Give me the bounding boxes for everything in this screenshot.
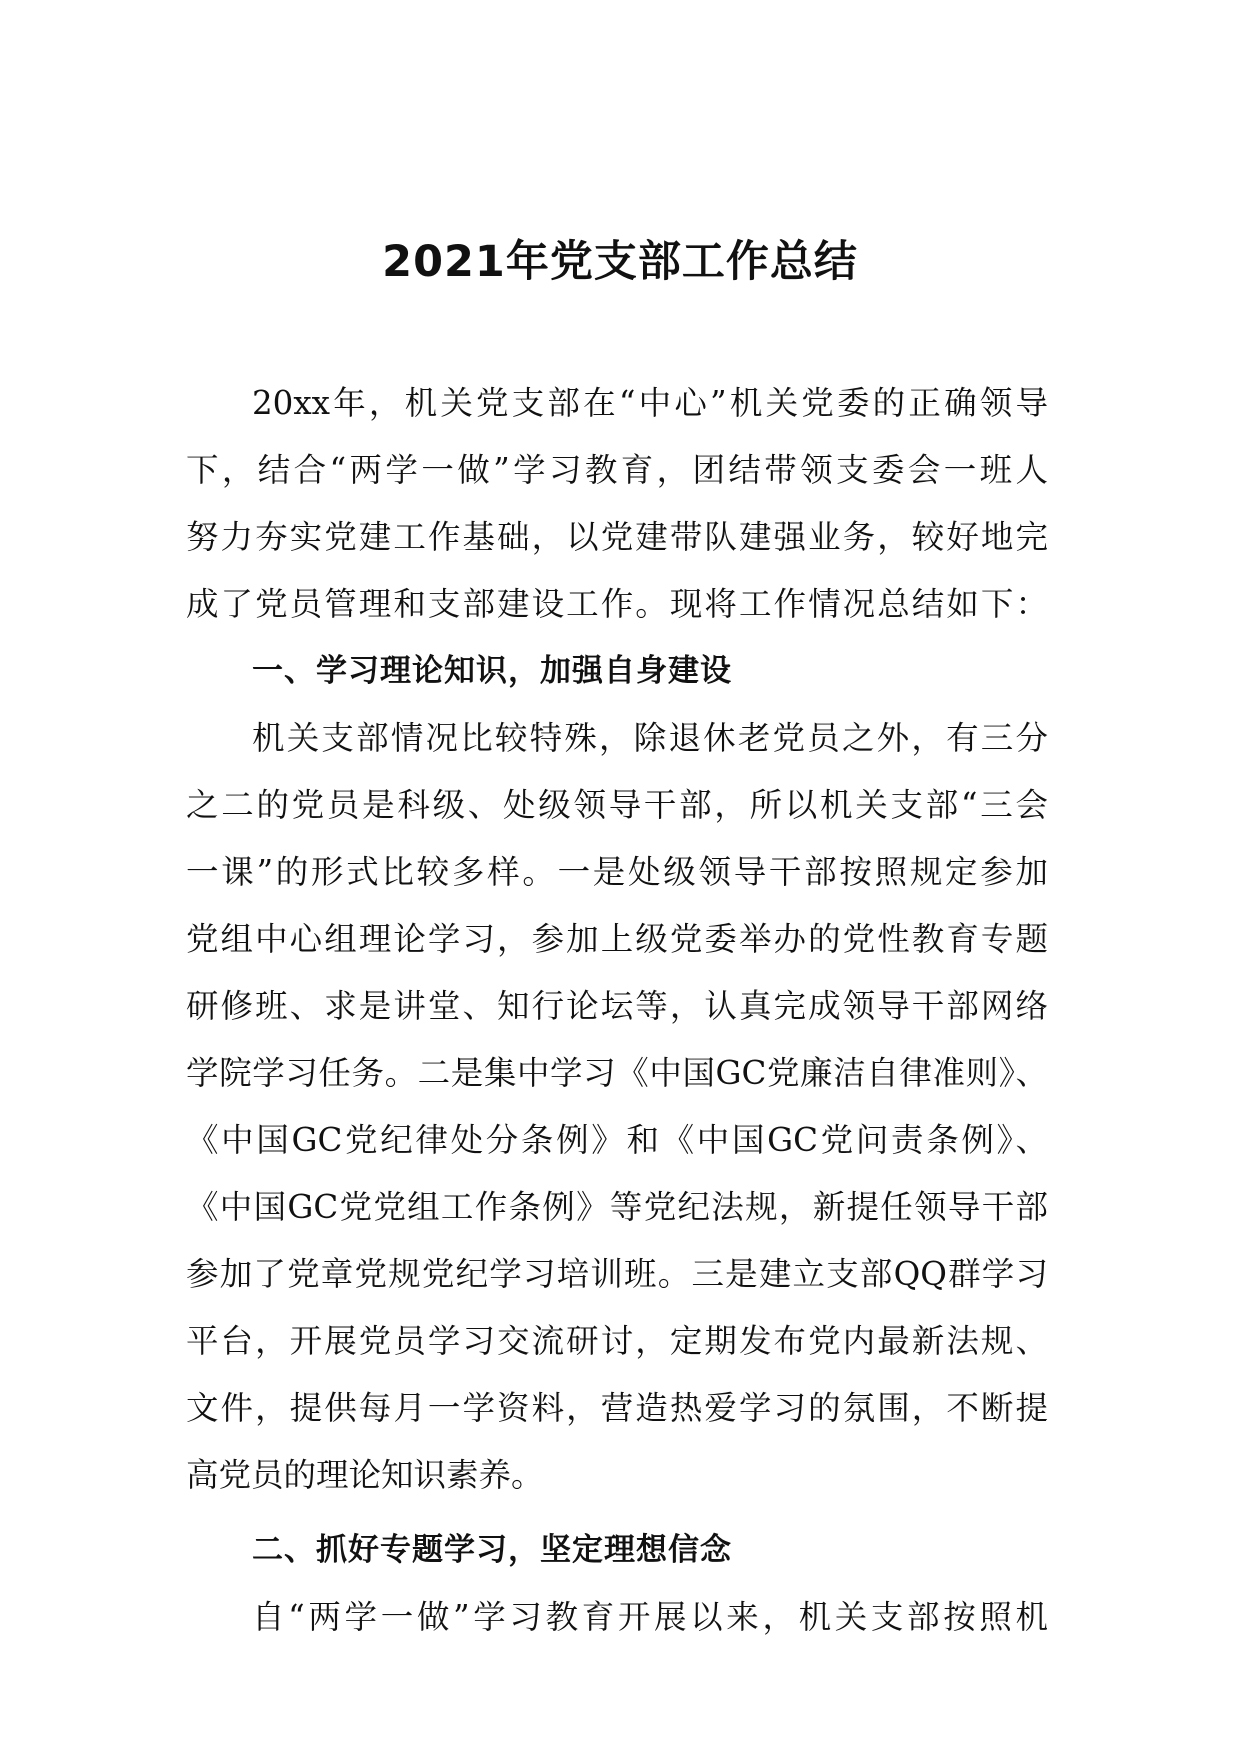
document-title: 2021年党支部工作总结 (382, 237, 858, 287)
paragraph-line: 《中国GC党纪律处分条例》和《中国GC党问责条例》、 (186, 1121, 1048, 1159)
paragraph-line: 之二的党员是科级、处级领导干部，所以机关支部“三会 (186, 786, 1048, 824)
paragraph-line: 《中国GC党党组工作条例》等党纪法规，新提任领导干部 (186, 1188, 1048, 1226)
paragraph-line: 自“两学一做”学习教育开展以来，机关支部按照机 (252, 1598, 1048, 1636)
document-body (186, 370, 1048, 1651)
section-heading: 一、学习理论知识，加强自身建设 (252, 653, 732, 689)
paragraph-line: 20xx年，机关党支部在“中心”机关党委的正确领导 (252, 384, 1048, 422)
paragraph-line: 平台，开展党员学习交流研讨，定期发布党内最新法规、 (186, 1322, 1048, 1360)
paragraph-line: 机关支部情况比较特殊，除退休老党员之外，有三分 (252, 719, 1048, 757)
paragraph-line: 下，结合“两学一做”学习教育，团结带领支委会一班人 (186, 451, 1048, 489)
paragraph-line: 研修班、求是讲堂、知行论坛等，认真完成领导干部网络 (186, 987, 1048, 1025)
section-heading: 二、抓好专题学习，坚定理想信念 (252, 1532, 732, 1568)
paragraph-line: 党组中心组理论学习，参加上级党委举办的党性教育专题 (186, 920, 1048, 958)
paragraph-line: 一课”的形式比较多样。一是处级领导干部按照规定参加 (186, 853, 1048, 891)
paragraph-line: 努力夯实党建工作基础，以党建带队建强业务，较好地完 (186, 518, 1048, 556)
paragraph-line: 文件，提供每月一学资料，营造热爱学习的氛围，不断提 (186, 1389, 1048, 1427)
paragraph-line: 成了党员管理和支部建设工作。现将工作情况总结如下： (186, 585, 1048, 623)
paragraph-line: 学院学习任务。二是集中学习《中国GC党廉洁自律准则》、 (186, 1054, 1048, 1092)
paragraph-line: 高党员的理论知识素养。 (186, 1456, 544, 1494)
paragraph-line: 参加了党章党规党纪学习培训班。三是建立支部QQ群学习 (186, 1255, 1048, 1293)
